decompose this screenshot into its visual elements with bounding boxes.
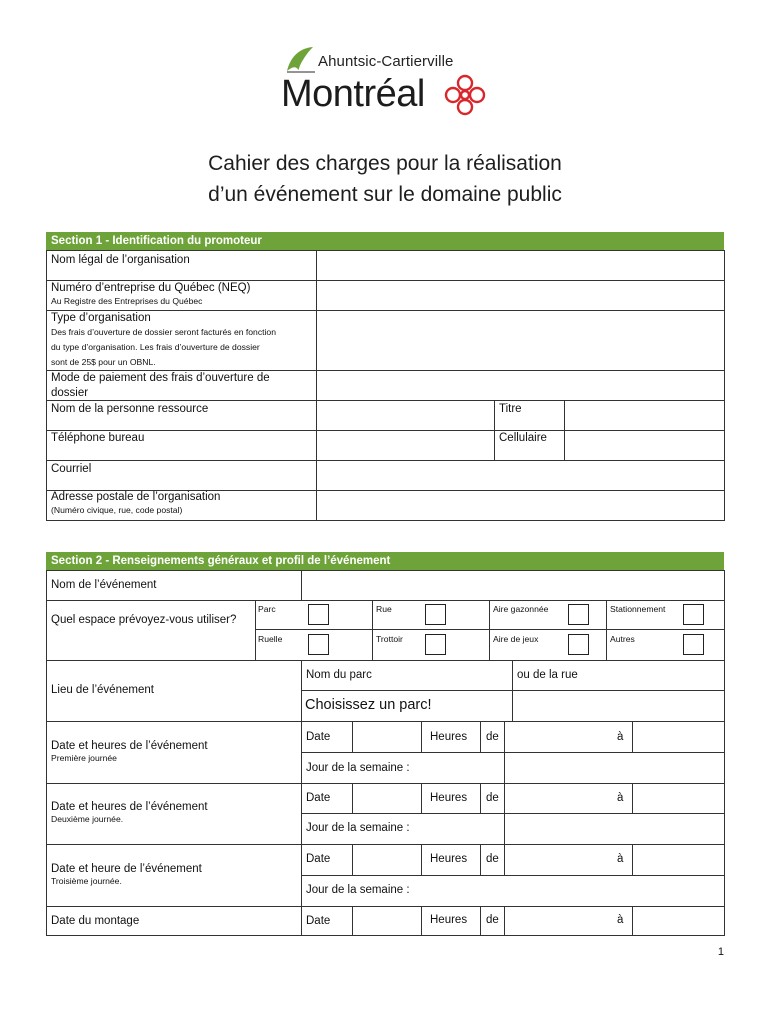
cell-label: Cellulaire bbox=[499, 432, 547, 444]
day1-date-label: Date bbox=[306, 731, 331, 743]
day3-hours-label: Heures bbox=[430, 853, 468, 865]
montreal-rose-icon bbox=[443, 73, 487, 117]
option-label-trottoir: Trottoir bbox=[376, 634, 403, 644]
setup-date-field[interactable] bbox=[353, 907, 421, 935]
day3-to-label: à bbox=[617, 853, 624, 865]
day1-weekday-field[interactable] bbox=[505, 753, 724, 783]
park-name-label: Nom du parc bbox=[306, 669, 372, 681]
org-type-label: Type d’organisation bbox=[51, 312, 151, 324]
org-type-field[interactable] bbox=[317, 311, 724, 370]
org-type-note-3: sont de 25$ pour un OBNL. bbox=[51, 357, 156, 367]
option-label-aire-de-jeux: Aire de jeux bbox=[493, 634, 539, 644]
checkbox-rue[interactable] bbox=[425, 604, 446, 625]
org-type-note-1: Des frais d’ouverture de dossier seront facturés en fonction bbox=[51, 327, 276, 337]
payment-label-1: Mode de paiement des frais d’ouverture de bbox=[51, 372, 270, 384]
day1-sub: Première journée bbox=[51, 753, 117, 763]
day3-to-field[interactable] bbox=[633, 845, 724, 875]
logo-district: Ahuntsic-Cartierville bbox=[318, 53, 454, 70]
day2-from-label: de bbox=[486, 792, 499, 804]
location-label: Lieu de l’événement bbox=[51, 684, 154, 696]
page-title-line1: Cahier des charges pour la réalisation bbox=[208, 152, 562, 175]
option-label-stationnement: Stationnement bbox=[610, 604, 666, 614]
day1-from-field[interactable] bbox=[505, 722, 632, 752]
day2-to-field[interactable] bbox=[633, 784, 724, 813]
email-field[interactable] bbox=[317, 461, 724, 490]
title-label: Titre bbox=[499, 403, 522, 415]
day3-weekday-label: Jour de la semaine : bbox=[306, 884, 410, 896]
or-street-label: ou de la rue bbox=[517, 669, 578, 681]
legal-name-field[interactable] bbox=[317, 251, 724, 280]
day3-weekday-field[interactable] bbox=[302, 876, 724, 906]
address-label: Adresse postale de l’organisation bbox=[51, 491, 221, 503]
setup-from-field[interactable] bbox=[505, 907, 632, 935]
day3-from-field[interactable] bbox=[505, 845, 632, 875]
section2-header: Section 2 - Renseignements généraux et profil de l’événement bbox=[46, 552, 724, 570]
day2-weekday-field[interactable] bbox=[505, 814, 724, 844]
option-label-rue: Rue bbox=[376, 604, 392, 614]
contact-name-label: Nom de la personne ressource bbox=[51, 403, 209, 415]
payment-field[interactable] bbox=[317, 371, 724, 400]
setup-to-field[interactable] bbox=[633, 907, 724, 935]
day1-to-field[interactable] bbox=[633, 722, 724, 752]
event-name-label: Nom de l’événement bbox=[51, 579, 157, 591]
neq-label: Numéro d’entreprise du Québec (NEQ) bbox=[51, 282, 251, 294]
day2-sub: Deuxième journée. bbox=[51, 814, 124, 824]
setup-to-label: à bbox=[617, 914, 624, 926]
day1-date-field[interactable] bbox=[353, 722, 421, 752]
option-label-autres: Autres bbox=[610, 634, 635, 644]
day2-label: Date et heures de l’événement bbox=[51, 801, 208, 813]
setup-from-label: de bbox=[486, 914, 499, 926]
day1-from-label: de bbox=[486, 731, 499, 743]
day1-label: Date et heures de l’événement bbox=[51, 740, 208, 752]
day2-from-field[interactable] bbox=[505, 784, 632, 813]
option-label-parc: Parc bbox=[258, 604, 276, 614]
checkbox-parc[interactable] bbox=[308, 604, 329, 625]
address-field[interactable] bbox=[317, 491, 724, 520]
phone-label: Téléphone bureau bbox=[51, 432, 145, 444]
event-name-field[interactable] bbox=[302, 571, 724, 600]
phone-field[interactable] bbox=[317, 431, 494, 460]
cell-field[interactable] bbox=[565, 431, 724, 460]
day2-weekday-label: Jour de la semaine : bbox=[306, 822, 410, 834]
day1-hours-label: Heures bbox=[430, 731, 468, 743]
day2-to-label: à bbox=[617, 792, 624, 804]
email-label: Courriel bbox=[51, 463, 92, 475]
page-number: 1 bbox=[717, 946, 724, 958]
checkbox-aire-gazonnee[interactable] bbox=[568, 604, 589, 625]
logo-city: Montréal bbox=[281, 73, 425, 115]
day3-date-field[interactable] bbox=[353, 845, 421, 875]
day3-sub: Troisième journée. bbox=[51, 876, 122, 886]
neq-field[interactable] bbox=[317, 281, 724, 310]
checkbox-autres[interactable] bbox=[683, 634, 704, 655]
setup-label: Date du montage bbox=[51, 915, 140, 927]
setup-date-label: Date bbox=[306, 915, 331, 927]
payment-label-2: dossier bbox=[51, 387, 89, 399]
checkbox-trottoir[interactable] bbox=[425, 634, 446, 655]
setup-hours-label: Heures bbox=[430, 914, 468, 926]
day1-to-label: à bbox=[617, 731, 624, 743]
day2-hours-label: Heures bbox=[430, 792, 468, 804]
day3-date-label: Date bbox=[306, 853, 331, 865]
day1-weekday-label: Jour de la semaine : bbox=[306, 762, 410, 774]
space-question-label: Quel espace prévoyez-vous utiliser? bbox=[51, 614, 237, 626]
org-type-note-2: du type d’organisation. Les frais d’ouverture de dossier bbox=[51, 342, 260, 352]
day3-label: Date et heure de l’événement bbox=[51, 863, 202, 875]
leaf-logo-icon bbox=[285, 45, 317, 75]
option-label-ruelle: Ruelle bbox=[258, 634, 283, 644]
legal-name-label: Nom légal de l’organisation bbox=[51, 254, 190, 266]
checkbox-stationnement[interactable] bbox=[683, 604, 704, 625]
day3-from-label: de bbox=[486, 853, 499, 865]
park-dropdown[interactable]: Choisissez un parc! bbox=[305, 697, 432, 713]
address-note: (Numéro civique, rue, code postal) bbox=[51, 505, 183, 515]
day2-date-label: Date bbox=[306, 792, 331, 804]
neq-note: Au Registre des Entreprises du Québec bbox=[51, 296, 203, 306]
page-title-line2: d’un événement sur le domaine public bbox=[208, 183, 562, 206]
day2-date-field[interactable] bbox=[353, 784, 421, 813]
checkbox-aire-de-jeux[interactable] bbox=[568, 634, 589, 655]
section1-header: Section 1 - Identification du promoteur bbox=[46, 232, 724, 250]
title-field[interactable] bbox=[565, 401, 724, 430]
contact-name-field[interactable] bbox=[317, 401, 494, 430]
street-field[interactable] bbox=[513, 691, 724, 721]
checkbox-ruelle[interactable] bbox=[308, 634, 329, 655]
option-label-aire-gazonnee: Aire gazonnée bbox=[493, 604, 549, 614]
